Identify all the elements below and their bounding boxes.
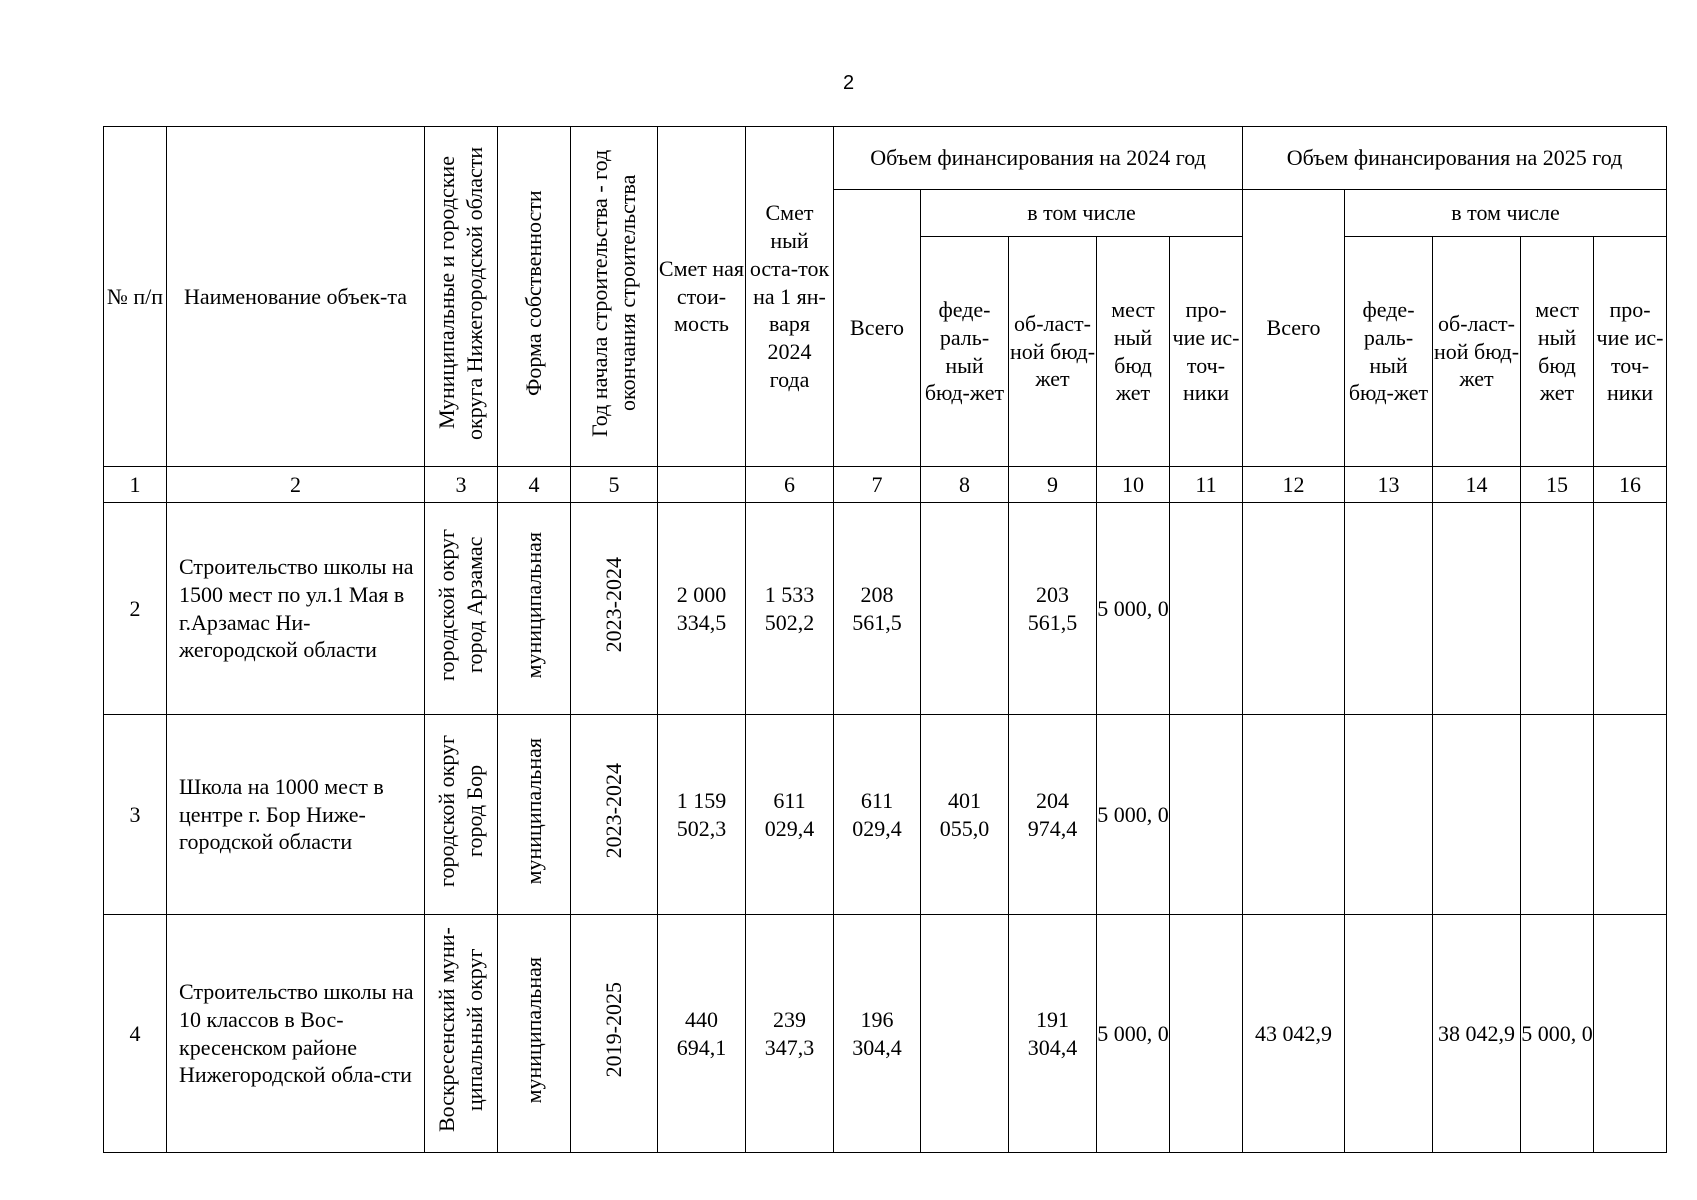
header-funding-2025 — [1243, 127, 1667, 190]
cell-years — [571, 503, 658, 715]
cell-regional-2024: 191 304,4 — [1009, 915, 1097, 1153]
header-including-2025-text: в том числе — [1451, 200, 1560, 226]
column-number: 2 — [167, 467, 425, 503]
header-total-2025-text: Всего — [1266, 315, 1321, 341]
cell-ownership-text: муниципальная — [521, 531, 547, 679]
header-federal-2025 — [1345, 237, 1433, 467]
header-regional-2024 — [1009, 237, 1097, 467]
cell-cost: 2 000 334,5 — [658, 503, 746, 715]
page-number: 2 — [842, 72, 855, 94]
column-number: 8 — [921, 467, 1009, 503]
column-number: 16 — [1594, 467, 1667, 503]
table-row — [104, 503, 1667, 715]
header-other-2025-text: про-чие ис-точ-ники — [1596, 296, 1664, 406]
column-number: 4 — [498, 467, 571, 503]
header-cost — [658, 127, 746, 467]
header-federal-2025-text: феде-раль-ный бюд-жет — [1348, 296, 1429, 406]
column-number: 13 — [1345, 467, 1433, 503]
cell-local-2025 — [1521, 503, 1594, 715]
header-total-2025 — [1243, 190, 1345, 467]
column-numbers-row — [104, 467, 1667, 503]
cell-remainder: 611 029,4 — [746, 715, 834, 915]
header-local-2024-text: мест ный бюд жет — [1111, 296, 1155, 406]
cell-other-2025 — [1594, 915, 1667, 1153]
column-number: 3 — [425, 467, 498, 503]
cell-no: 4 — [104, 915, 167, 1153]
header-federal-2024 — [921, 237, 1009, 467]
header-including-2024-text: в том числе — [1027, 200, 1136, 226]
header-including-2025 — [1345, 190, 1667, 237]
header-funding-2025-text: Объем финансирования на 2025 год — [1286, 145, 1623, 171]
cell-other-2024 — [1170, 503, 1243, 715]
header-row-1 — [104, 127, 1667, 190]
header-total-2024-text: Всего — [850, 315, 904, 341]
column-number: 9 — [1009, 467, 1097, 503]
cell-total-2025 — [1243, 715, 1345, 915]
cell-municipality — [425, 915, 498, 1153]
cell-local-2025: 5 000, 0 — [1521, 915, 1594, 1153]
header-municipality-text: Муниципальные и городские округа Нижегородской области — [434, 146, 487, 440]
header-funding-2024 — [834, 127, 1243, 190]
cell-municipality-text: городской округ город Бор — [434, 735, 487, 888]
cell-years — [571, 715, 658, 915]
cell-cost: 1 159 502,3 — [658, 715, 746, 915]
header-regional-2025 — [1433, 237, 1521, 467]
cell-years-text: 2023-2024 — [601, 763, 627, 859]
cell-municipality — [425, 503, 498, 715]
column-number: 15 — [1521, 467, 1594, 503]
cell-federal-2024 — [921, 503, 1009, 715]
cell-local-2024: 5 000, 0 — [1097, 715, 1170, 915]
header-name-text: Наименование объек-та — [183, 283, 407, 309]
cell-local-2024: 5 000, 0 — [1097, 915, 1170, 1153]
header-years-text: Год начала строительства - год окончания строительства — [587, 149, 640, 437]
header-other-2024 — [1170, 237, 1243, 467]
cell-other-2024 — [1170, 715, 1243, 915]
header-years — [571, 127, 658, 467]
header-including-2024 — [921, 190, 1243, 237]
cell-no: 2 — [104, 503, 167, 715]
cell-years — [571, 915, 658, 1153]
cell-ownership-text: муниципальная — [521, 737, 547, 885]
cell-cost: 440 694,1 — [658, 915, 746, 1153]
cell-total-2024: 196 304,4 — [834, 915, 921, 1153]
cell-ownership — [498, 715, 571, 915]
cell-regional-2024: 203 561,5 — [1009, 503, 1097, 715]
header-federal-2024-text: феде-раль-ный бюд-жет — [924, 296, 1005, 406]
cell-federal-2025 — [1345, 915, 1433, 1153]
cell-total-2024: 611 029,4 — [834, 715, 921, 915]
cell-federal-2024: 401 055,0 — [921, 715, 1009, 915]
header-funding-2024-text: Объем финансирования на 2024 год — [870, 145, 1206, 171]
cell-federal-2025 — [1345, 715, 1433, 915]
header-local-2025-text: мест ный бюд жет — [1535, 296, 1579, 406]
header-other-2024-text: про-чие ис-точ-ники — [1172, 296, 1240, 406]
funding-table — [103, 126, 1667, 1153]
cell-municipality — [425, 715, 498, 915]
header-local-2025 — [1521, 237, 1594, 467]
cell-remainder: 1 533 502,2 — [746, 503, 834, 715]
cell-federal-2025 — [1345, 503, 1433, 715]
header-name — [167, 127, 425, 467]
cell-local-2025 — [1521, 715, 1594, 915]
cell-ownership — [498, 503, 571, 715]
table-row — [104, 715, 1667, 915]
cell-regional-2025 — [1433, 715, 1521, 915]
column-number: 5 — [571, 467, 658, 503]
cell-regional-2025 — [1433, 503, 1521, 715]
cell-municipality-text: городской округ город Арзамас — [434, 529, 487, 682]
cell-federal-2024 — [921, 915, 1009, 1153]
header-municipality — [425, 127, 498, 467]
column-number: 10 — [1097, 467, 1170, 503]
table-row — [104, 915, 1667, 1153]
cell-total-2024: 208 561,5 — [834, 503, 921, 715]
cell-years-text: 2019-2025 — [601, 982, 627, 1078]
header-no — [104, 127, 167, 467]
header-remainder — [746, 127, 834, 467]
cell-name: Школа на 1000 мест в центре г. Бор Ниже-городской области — [167, 715, 425, 915]
cell-regional-2024: 204 974,4 — [1009, 715, 1097, 915]
cell-total-2025 — [1243, 503, 1345, 715]
cell-total-2025: 43 042,9 — [1243, 915, 1345, 1153]
header-total-2024 — [834, 190, 921, 467]
header-regional-2024-text: об-ласт-ной бюд-жет — [1009, 310, 1096, 392]
column-number: 11 — [1170, 467, 1243, 503]
cell-regional-2025: 38 042,9 — [1433, 915, 1521, 1153]
cell-ownership — [498, 915, 571, 1153]
cell-local-2024: 5 000, 0 — [1097, 503, 1170, 715]
column-number: 14 — [1433, 467, 1521, 503]
cell-other-2024 — [1170, 915, 1243, 1153]
cell-name: Строительство школы на 1500 мест по ул.1 Мая в г.Арзамас Ни-жегородской области — [167, 503, 425, 715]
cell-remainder: 239 347,3 — [746, 915, 834, 1153]
header-no-text: № п/п — [106, 283, 164, 309]
header-ownership-text: Форма собственности — [521, 190, 547, 396]
column-number: 12 — [1243, 467, 1345, 503]
column-number: 7 — [834, 467, 921, 503]
header-local-2024 — [1097, 237, 1170, 467]
header-ownership — [498, 127, 571, 467]
cell-municipality-text: Воскресенский муни-ципальный округ — [434, 927, 487, 1133]
cell-name: Строительство школы на 10 классов в Вос-кресенском районе Нижегородской обла-сти — [167, 915, 425, 1153]
header-regional-2025-text: об-ласт-ной бюд-жет — [1433, 310, 1520, 392]
header-cost-text: Смет ная стои-мость — [658, 255, 745, 337]
column-number: 1 — [104, 467, 167, 503]
header-other-2025 — [1594, 237, 1667, 467]
header-remainder-text: Смет ный оста-ток на 1 ян-варя 2024 года — [749, 199, 830, 393]
cell-other-2025 — [1594, 503, 1667, 715]
cell-no: 3 — [104, 715, 167, 915]
cell-ownership-text: муниципальная — [521, 956, 547, 1104]
column-number: 6 — [746, 467, 834, 503]
cell-years-text: 2023-2024 — [601, 557, 627, 653]
cell-other-2025 — [1594, 715, 1667, 915]
column-number — [658, 467, 746, 503]
